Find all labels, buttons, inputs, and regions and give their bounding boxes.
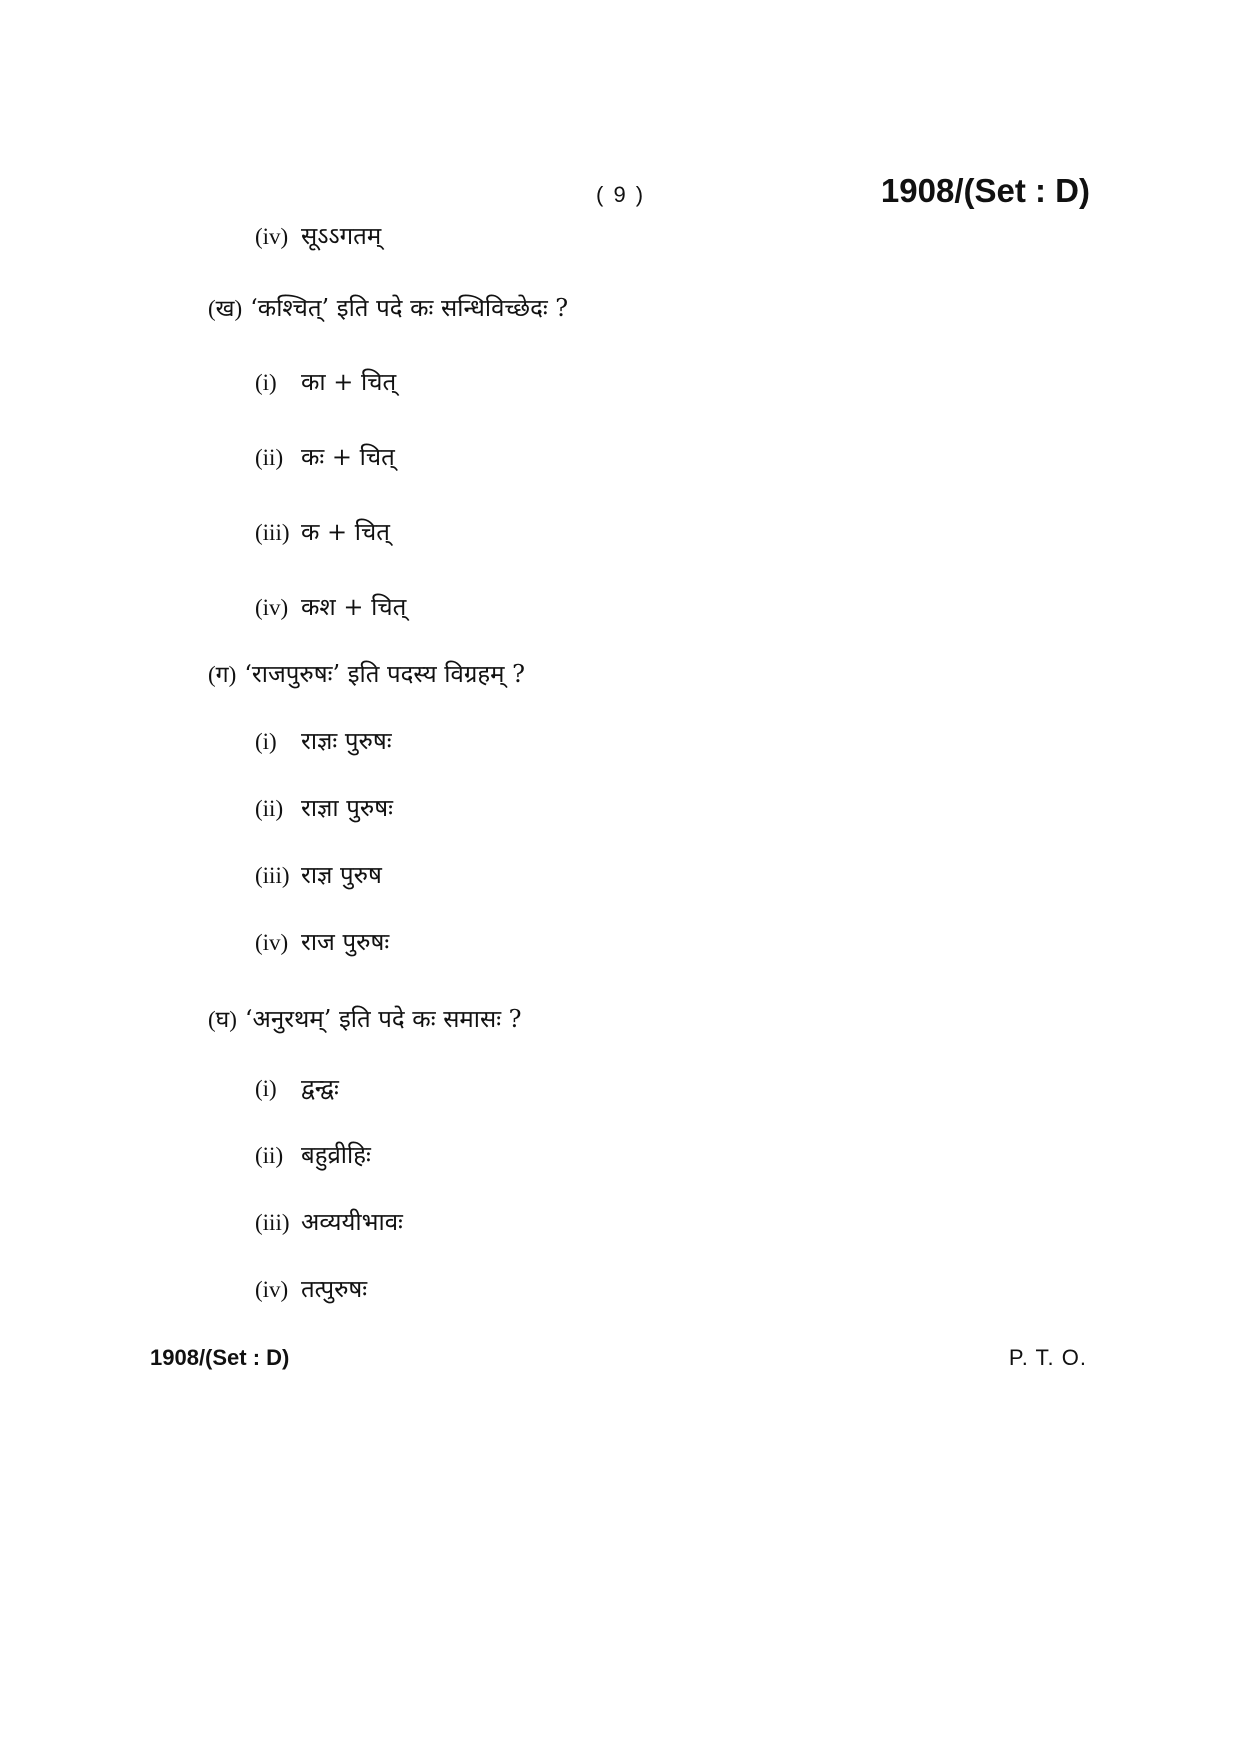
option bbox=[255, 591, 406, 624]
footer-paper-code: 1908/(Set : D) bbox=[150, 1345, 290, 1370]
option-number: (ii) bbox=[255, 445, 284, 470]
header-paper-code: 1908/(Set : D) bbox=[880, 172, 1090, 209]
option-number: (iv) bbox=[255, 224, 289, 249]
option bbox=[255, 792, 393, 825]
option-text: बहुव्रीहिः bbox=[301, 1141, 371, 1169]
option-number: (i) bbox=[255, 370, 277, 395]
question-text: ‘राजपुरुषः’ इति पदस्य विग्रहम् ? bbox=[244, 660, 525, 688]
option-text: क + चित् bbox=[301, 518, 390, 546]
question-number: (ख) bbox=[208, 296, 243, 321]
option-number: (i) bbox=[255, 729, 277, 754]
question bbox=[208, 292, 568, 325]
option-number: (ii) bbox=[255, 796, 284, 821]
question-number: (घ) bbox=[208, 1007, 237, 1032]
option-number: (iii) bbox=[255, 863, 290, 888]
question bbox=[208, 658, 525, 691]
option-number: (iii) bbox=[255, 520, 290, 545]
option-text: द्वन्द्वः bbox=[301, 1074, 339, 1102]
option-text: सूऽऽगतम् bbox=[301, 222, 382, 250]
option bbox=[255, 859, 382, 892]
option bbox=[255, 1072, 339, 1105]
option-number: (iv) bbox=[255, 930, 289, 955]
option-number: (iv) bbox=[255, 1277, 289, 1302]
page-number: ( 9 ) bbox=[596, 182, 646, 207]
option-text: कः + चित् bbox=[301, 443, 395, 471]
option-text: राज्ञः पुरुषः bbox=[301, 727, 392, 755]
question-text: ‘कश्चित्’ इति पदे कः सन्धिविच्छेदः ? bbox=[250, 294, 569, 322]
option-number: (i) bbox=[255, 1076, 277, 1101]
option-number: (iii) bbox=[255, 1210, 290, 1235]
option bbox=[255, 220, 381, 253]
option-number: (iv) bbox=[255, 595, 289, 620]
option-text: राज्ञा पुरुषः bbox=[301, 794, 393, 822]
option-number: (ii) bbox=[255, 1143, 284, 1168]
option bbox=[255, 725, 392, 758]
question bbox=[208, 1003, 522, 1036]
option-text: कश + चित् bbox=[301, 593, 407, 621]
option bbox=[255, 1273, 367, 1306]
option-text: राज्ञ पुरुष bbox=[301, 861, 382, 889]
option bbox=[255, 1206, 403, 1239]
option bbox=[255, 366, 396, 399]
option bbox=[255, 926, 389, 959]
pto-label: P. T. O. bbox=[1008, 1345, 1087, 1370]
option-text: का + चित् bbox=[301, 368, 397, 396]
question-text: ‘अनुरथम्’ इति पदे कः समासः ? bbox=[244, 1005, 522, 1033]
option bbox=[255, 1139, 371, 1172]
option bbox=[255, 441, 395, 474]
question-number: (ग) bbox=[208, 662, 237, 687]
option-text: राज पुरुषः bbox=[301, 928, 390, 956]
option bbox=[255, 516, 390, 549]
option-text: तत्पुरुषः bbox=[301, 1275, 368, 1303]
option-text: अव्ययीभावः bbox=[301, 1208, 403, 1236]
